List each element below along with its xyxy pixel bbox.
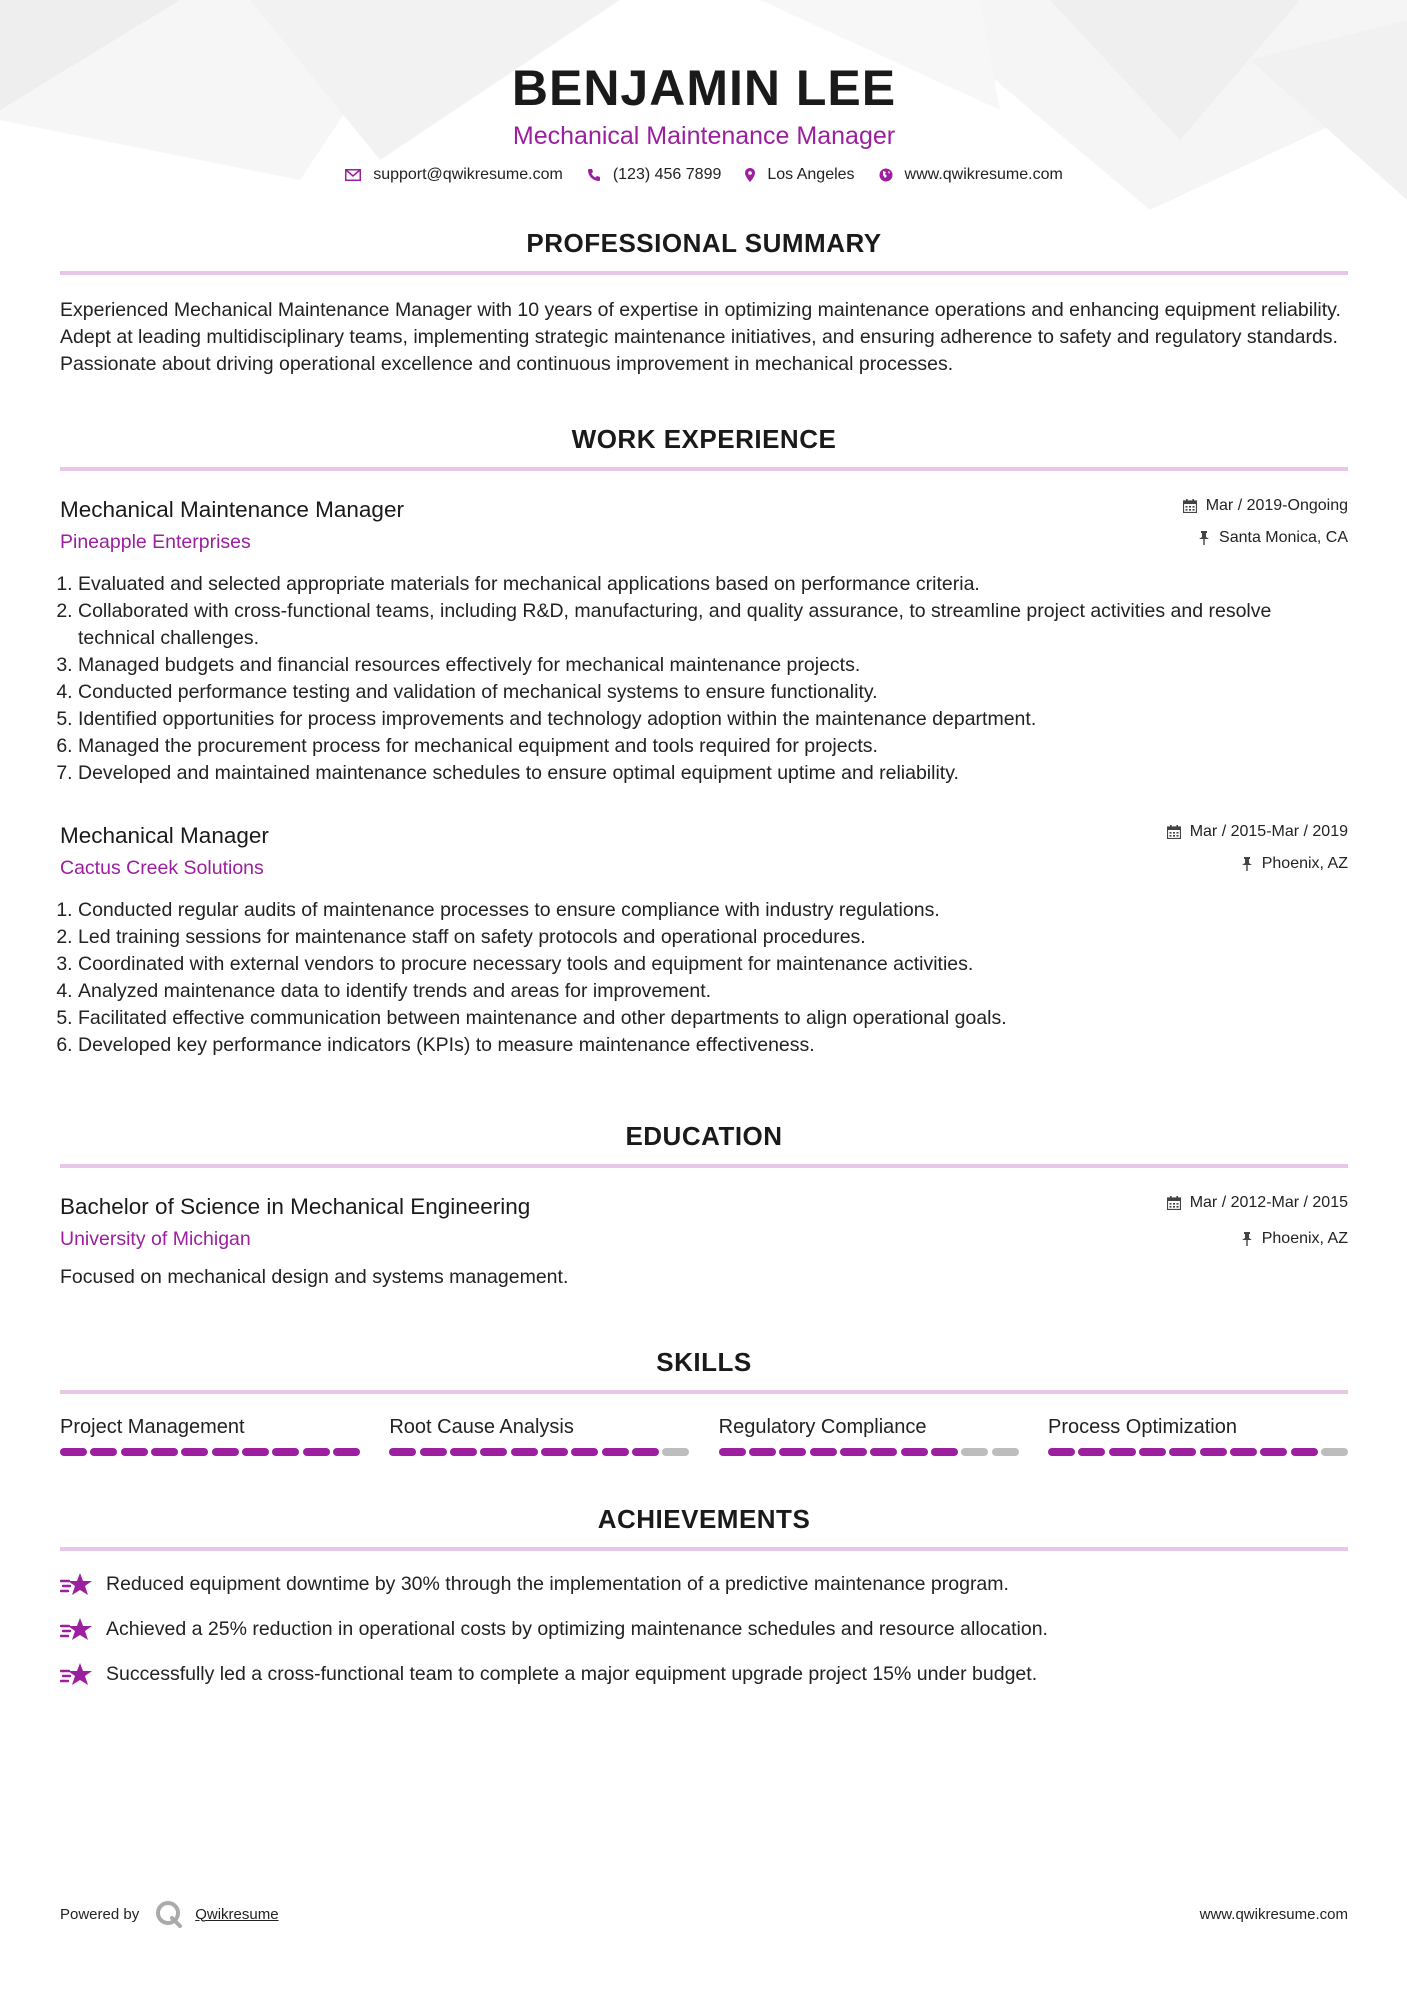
footer-website-link[interactable]: www.qwikresume.com [1199, 1905, 1348, 1923]
achievement-text: Reduced equipment downtime by 30% through the implementation of a predictive maintenance program. [106, 1573, 1009, 1595]
candidate-name: BENJAMIN LEE [511, 60, 897, 116]
calendar-icon [1183, 499, 1197, 513]
skill-segment-filled [1109, 1448, 1136, 1456]
skill-name: Process Optimization [1047, 1416, 1237, 1438]
list-item: 7. Developed and maintained maintenance schedules to ensure optimal equipment uptime and reliability. [78, 760, 1348, 787]
contact-website[interactable] [879, 166, 1063, 184]
skill-segment-filled [632, 1448, 659, 1456]
list-item: 3. Coordinated with external vendors to procure necessary tools and equipment for maintenance activities. [78, 951, 1348, 978]
skills-grid [60, 1414, 1348, 1456]
job-dates [1167, 821, 1348, 843]
skill-item [389, 1414, 689, 1456]
skill-segment-filled [810, 1448, 837, 1456]
shooting-star-icon [60, 1617, 94, 1643]
job-dates-text: Mar / 2015-Mar / 2019 [1189, 823, 1348, 840]
map-pin-icon [745, 168, 755, 182]
contact-phone[interactable] [587, 166, 722, 184]
skill-name: Root Cause Analysis [389, 1416, 574, 1438]
qwikresume-logo-icon [155, 1900, 183, 1928]
contact-bar [60, 166, 1348, 184]
skill-segment-filled [121, 1448, 148, 1456]
skill-segment-filled [420, 1448, 447, 1456]
skill-segment-empty [992, 1448, 1019, 1456]
education-location-text: Phoenix, AZ [1261, 1230, 1348, 1247]
section-divider [60, 1390, 1348, 1394]
achievement-item [60, 1616, 1348, 1643]
pushpin-icon [1241, 1232, 1253, 1246]
achievement-item [60, 1571, 1348, 1598]
achievement-text: Achieved a 25% reduction in operational costs by optimizing maintenance schedules and resource allocation. [106, 1618, 1048, 1640]
email-text: support@qwikresume.com [373, 166, 563, 183]
skill-segment-filled [272, 1448, 299, 1456]
achievement-item [60, 1661, 1348, 1688]
job-entry [60, 821, 1348, 1059]
job-dates [1183, 495, 1348, 517]
phone-text: (123) 456 7899 [612, 166, 722, 183]
list-item: 5. Identified opportunities for process improvements and technology adoption within the maintenance department. [78, 706, 1348, 733]
summary-text: Experienced Mechanical Maintenance Manager with 10 years of expertise in optimizing maintenance operations and enhancing equipment reliability. Adept at leading multidisciplinary teams, implementing strategic maintenance initiatives, and ensuring adherence to safety and regulatory standards. Passionate about driving operational excellence and continuous improvement in mechanical processes. [60, 299, 1341, 375]
phone-icon [587, 168, 601, 182]
skill-segment-filled [511, 1448, 538, 1456]
list-item: 6. Managed the procurement process for mechanical equipment and tools required for projects. [78, 733, 1348, 760]
page-footer [60, 1900, 1348, 1928]
skill-level-bar [1048, 1448, 1348, 1456]
skill-segment-filled [242, 1448, 269, 1456]
skill-segment-filled [389, 1448, 416, 1456]
job-dates-text: Mar / 2019-Ongoing [1205, 497, 1348, 514]
achievement-text: Successfully led a cross-functional team to complete a major equipment upgrade project 15% under budget. [106, 1663, 1038, 1685]
envelope-icon [345, 169, 361, 181]
skill-segment-filled [303, 1448, 330, 1456]
skill-level-bar [389, 1448, 689, 1456]
skill-name: Project Management [60, 1416, 245, 1438]
education-location [1167, 1228, 1348, 1250]
job-task-list [60, 897, 1348, 1059]
skill-segment-filled [931, 1448, 958, 1456]
brand-link[interactable]: Qwikresume [195, 1905, 279, 1923]
skill-segment-filled [1139, 1448, 1166, 1456]
skill-segment-filled [870, 1448, 897, 1456]
school-name: University of Michigan [60, 1228, 251, 1250]
skill-segment-filled [181, 1448, 208, 1456]
summary-heading: PROFESSIONAL SUMMARY [526, 228, 882, 258]
skill-segment-filled [602, 1448, 629, 1456]
resume-header [60, 0, 1348, 184]
job-location [1167, 853, 1348, 875]
skills-heading: SKILLS [656, 1347, 752, 1377]
job-role: Mechanical Manager [60, 823, 269, 848]
list-item: 1. Conducted regular audits of maintenance processes to ensure compliance with industry regulations. [78, 897, 1348, 924]
job-location-text: Santa Monica, CA [1219, 529, 1348, 546]
candidate-title: Mechanical Maintenance Manager [512, 122, 896, 150]
skill-segment-filled [779, 1448, 806, 1456]
skill-segment-filled [450, 1448, 477, 1456]
shooting-star-icon [60, 1572, 94, 1598]
summary-section [60, 228, 1348, 378]
job-company: Cactus Creek Solutions [60, 857, 264, 879]
skill-segment-filled [541, 1448, 568, 1456]
job-location-text: Phoenix, AZ [1261, 855, 1348, 872]
education-entry [60, 1192, 1348, 1291]
list-item: 5. Facilitated effective communication between maintenance and other departments to align operational goals. [78, 1005, 1348, 1032]
skill-segment-filled [1260, 1448, 1287, 1456]
skills-section [60, 1347, 1348, 1456]
list-item: 4. Analyzed maintenance data to identify trends and areas for improvement. [78, 978, 1348, 1005]
skill-segment-filled [212, 1448, 239, 1456]
section-divider [60, 467, 1348, 471]
skill-segment-filled [749, 1448, 776, 1456]
pushpin-icon [1241, 857, 1253, 871]
list-item: 2. Led training sessions for maintenance staff on safety protocols and operational procedures. [78, 924, 1348, 951]
skill-segment-filled [1291, 1448, 1318, 1456]
list-item: 3. Managed budgets and financial resources effectively for mechanical maintenance projects. [78, 652, 1348, 679]
skill-item [719, 1414, 1019, 1456]
resume-page [60, 0, 1348, 1688]
degree-title: Bachelor of Science in Mechanical Engineering [60, 1194, 531, 1219]
section-divider [60, 1164, 1348, 1168]
job-role: Mechanical Maintenance Manager [60, 497, 404, 522]
skill-segment-empty [961, 1448, 988, 1456]
skill-segment-empty [1321, 1448, 1348, 1456]
pushpin-icon [1198, 531, 1210, 545]
education-section [60, 1121, 1348, 1291]
shooting-star-icon [60, 1662, 94, 1688]
achievement-list [60, 1571, 1348, 1688]
powered-by-label: Powered by [60, 1905, 140, 1923]
location-text: Los Angeles [767, 166, 855, 183]
skill-segment-filled [333, 1448, 360, 1456]
skill-segment-filled [60, 1448, 87, 1456]
skill-segment-filled [1200, 1448, 1227, 1456]
skill-segment-filled [480, 1448, 507, 1456]
list-item: 4. Conducted performance testing and validation of mechanical systems to ensure functionality. [78, 679, 1348, 706]
section-divider [60, 1547, 1348, 1551]
calendar-icon [1167, 825, 1181, 839]
globe-icon [879, 168, 893, 182]
job-company: Pineapple Enterprises [60, 531, 251, 553]
achievements-heading: ACHIEVEMENTS [597, 1504, 811, 1534]
skill-item [60, 1414, 360, 1456]
skill-segment-filled [901, 1448, 928, 1456]
list-item: 1. Evaluated and selected appropriate materials for mechanical applications based on performance criteria. [78, 571, 1348, 598]
skill-level-bar [60, 1448, 360, 1456]
achievements-section [60, 1504, 1348, 1688]
job-entry [60, 495, 1348, 787]
contact-location [745, 166, 854, 184]
education-dates [1167, 1192, 1348, 1214]
skill-segment-filled [719, 1448, 746, 1456]
list-item: 6. Developed key performance indicators (KPIs) to measure maintenance effectiveness. [78, 1032, 1348, 1059]
skill-segment-filled [1048, 1448, 1075, 1456]
skill-segment-filled [151, 1448, 178, 1456]
powered-by [60, 1900, 279, 1928]
education-dates-text: Mar / 2012-Mar / 2015 [1189, 1194, 1348, 1211]
calendar-icon [1167, 1196, 1181, 1210]
education-heading: EDUCATION [625, 1121, 783, 1151]
job-location [1183, 527, 1348, 549]
skill-segment-filled [1078, 1448, 1105, 1456]
education-description: Focused on mechanical design and systems management. [60, 1266, 569, 1288]
skill-segment-filled [90, 1448, 117, 1456]
list-item: 2. Collaborated with cross-functional teams, including R&D, manufacturing, and quality assurance, to streamline project activities and resolve technical challenges. [78, 598, 1348, 652]
website-text: www.qwikresume.com [904, 166, 1063, 183]
skill-level-bar [719, 1448, 1019, 1456]
skill-segment-empty [662, 1448, 689, 1456]
skill-segment-filled [1230, 1448, 1257, 1456]
section-divider [60, 271, 1348, 275]
skill-name: Regulatory Compliance [718, 1416, 927, 1438]
contact-email[interactable] [345, 166, 563, 184]
job-task-list [60, 571, 1348, 787]
skill-segment-filled [840, 1448, 867, 1456]
skill-item [1048, 1414, 1348, 1456]
experience-heading: WORK EXPERIENCE [571, 424, 837, 454]
experience-section [60, 424, 1348, 1059]
skill-segment-filled [1169, 1448, 1196, 1456]
skill-segment-filled [571, 1448, 598, 1456]
